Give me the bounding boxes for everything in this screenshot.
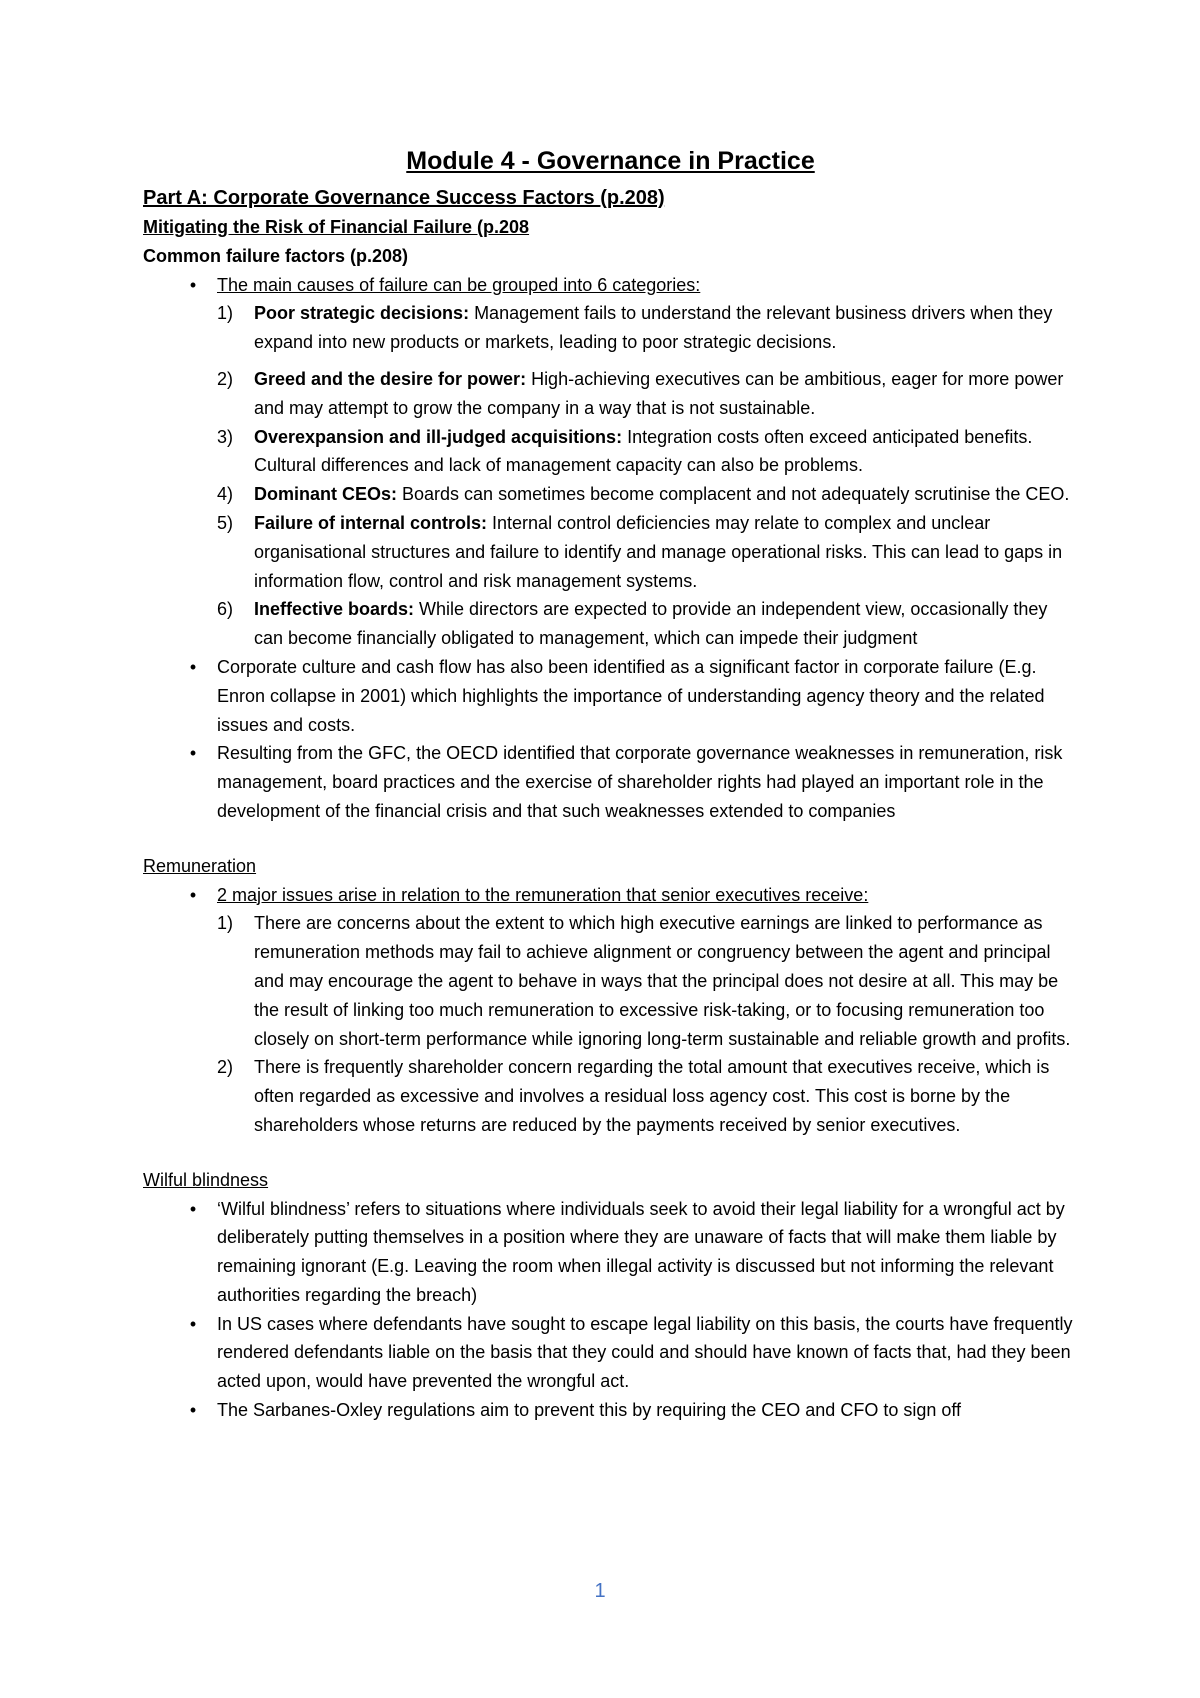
- item-term: Failure of internal controls:: [254, 512, 488, 533]
- item-term: Poor strategic decisions:: [254, 303, 470, 324]
- list-item: [217, 365, 1078, 423]
- item-text: Boards can sometimes become complacent and not adequately scrutinise the CEO.: [397, 484, 1070, 505]
- list-item: [217, 909, 1078, 1053]
- item-term: Overexpansion and ill-judged acquisitions:: [254, 426, 623, 447]
- remuneration-intro: 2 major issues arise in relation to the remuneration that senior executives receive:: [217, 884, 869, 905]
- item-number: 5): [217, 512, 234, 533]
- item-term: Ineffective boards:: [254, 599, 415, 620]
- section-spacer: [143, 826, 1078, 852]
- mitigating-heading: Mitigating the Risk of Financial Failure (p.208: [143, 217, 530, 237]
- item-number: 6): [217, 599, 234, 620]
- bullet-icon: •: [189, 1313, 197, 1334]
- remuneration-heading: Remuneration: [143, 855, 257, 876]
- item-text: High-achieving executives can be ambitious, eager for more power and may attempt to grow the company in a way that is not sustainable.: [254, 368, 1064, 418]
- bullet-text: Corporate culture and cash flow has also been identified as a significant factor in corporate failure (E.g. Enron collapse in 2001) which highlights the importance of understanding agency theory and the related issues and costs.: [217, 656, 1045, 735]
- bullet-icon: •: [189, 1198, 197, 1219]
- bullet-icon: •: [189, 743, 197, 764]
- item-number: 1): [217, 303, 234, 324]
- item-term: Dominant CEOs:: [254, 484, 398, 505]
- bullet-icon: •: [189, 1400, 197, 1421]
- part-a-heading: Part A: Corporate Governance Success Factors (p.208): [143, 187, 665, 209]
- item-text: Internal control deficiencies may relate to complex and unclear organisational structures and failure to identify and manage operational risks. This can lead to gaps in information flow, control and risk management systems.: [254, 512, 1063, 591]
- item-number: 4): [217, 484, 234, 505]
- document-body: [143, 144, 1078, 1425]
- bullet-text: ‘Wilful blindness’ refers to situations where individuals seek to avoid their legal liability for a wrongful act by deliberately putting themselves in a position where they are unaware of facts that will make them liable by remaining ignorant (E.g. Leaving the room when illegal activity is discussed but not informing the relevant authorities regarding the breach): [217, 1198, 1065, 1305]
- item-number: 2): [217, 368, 234, 389]
- bullet-icon: •: [189, 884, 197, 905]
- list-item: [217, 480, 1078, 509]
- list-item: [217, 1053, 1078, 1139]
- item-text: Management fails to understand the relevant business drivers when they expand into new products or markets, leading to poor strategic decisions.: [254, 303, 1053, 353]
- item-term: Greed and the desire for power:: [254, 368, 527, 389]
- list-item: [217, 299, 1078, 357]
- page-title: Module 4 - Governance in Practice: [406, 147, 815, 175]
- list-item: [143, 1310, 1078, 1396]
- bullet-icon: •: [189, 274, 197, 295]
- bullet-text: In US cases where defendants have sought to escape legal liability on this basis, the courts have frequently rendered defendants liable on the basis that they could and should have known of facts that, had they been acted upon, would have prevented the wrongful act.: [217, 1313, 1073, 1392]
- list-item: [143, 739, 1078, 825]
- bullet-text: The Sarbanes-Oxley regulations aim to prevent this by requiring the CEO and CFO to sign off: [217, 1400, 962, 1421]
- common-failure-heading: Common failure factors (p.208): [143, 245, 409, 266]
- section-spacer: [143, 1140, 1078, 1166]
- list-item: [143, 271, 1078, 653]
- page-number: 1: [594, 1580, 606, 1602]
- item-text: While directors are expected to provide an independent view, occasionally they can become financially obligated to management, which can impede their judgment: [254, 599, 1048, 649]
- item-text: Integration costs often exceed anticipated benefits. Cultural differences and lack of management capacity can also be problems.: [254, 426, 1033, 476]
- failure-intro: The main causes of failure can be grouped into 6 categories:: [217, 274, 701, 295]
- item-number: 1): [217, 913, 234, 934]
- bullet-text: Resulting from the GFC, the OECD identified that corporate governance weaknesses in remuneration, risk management, board practices and the exercise of shareholder rights had played an important role in the development of the financial crisis and that such weaknesses extended to companies: [217, 743, 1063, 821]
- bullet-icon: •: [189, 656, 197, 677]
- list-item: [217, 595, 1078, 653]
- remuneration-bullet-list: [143, 881, 1078, 1140]
- list-item: [217, 423, 1078, 481]
- item-number: 2): [217, 1057, 234, 1078]
- list-item: [217, 509, 1078, 595]
- failure-factors-list: [217, 299, 1078, 653]
- list-item: [143, 653, 1078, 739]
- item-text: There is frequently shareholder concern regarding the total amount that executives receive, which is often regarded as excessive and involves a residual loss agency cost. This cost is borne by the shareholders whose returns are reduced by the payments received by senior executives.: [254, 1057, 1050, 1135]
- failure-bullet-list: [143, 271, 1078, 826]
- item-text: There are concerns about the extent to which high executive earnings are linked to performance as remuneration methods may fail to achieve alignment or congruency between the agent and principal and may encourage the agent to behave in ways that the principal does not desire at all. This may be the result of linking too much remuneration to excessive risk-taking, or to focusing remuneration too closely on short-term performance while ignoring long-term sustainable and reliable growth and profits.: [254, 913, 1071, 1049]
- wilful-bullet-list: [143, 1195, 1078, 1425]
- remuneration-issues-list: [217, 909, 1078, 1139]
- list-item: [143, 881, 1078, 1140]
- list-item: [143, 1396, 1078, 1425]
- wilful-blindness-heading: Wilful blindness: [143, 1169, 269, 1190]
- list-item: [143, 1195, 1078, 1310]
- item-number: 3): [217, 426, 234, 447]
